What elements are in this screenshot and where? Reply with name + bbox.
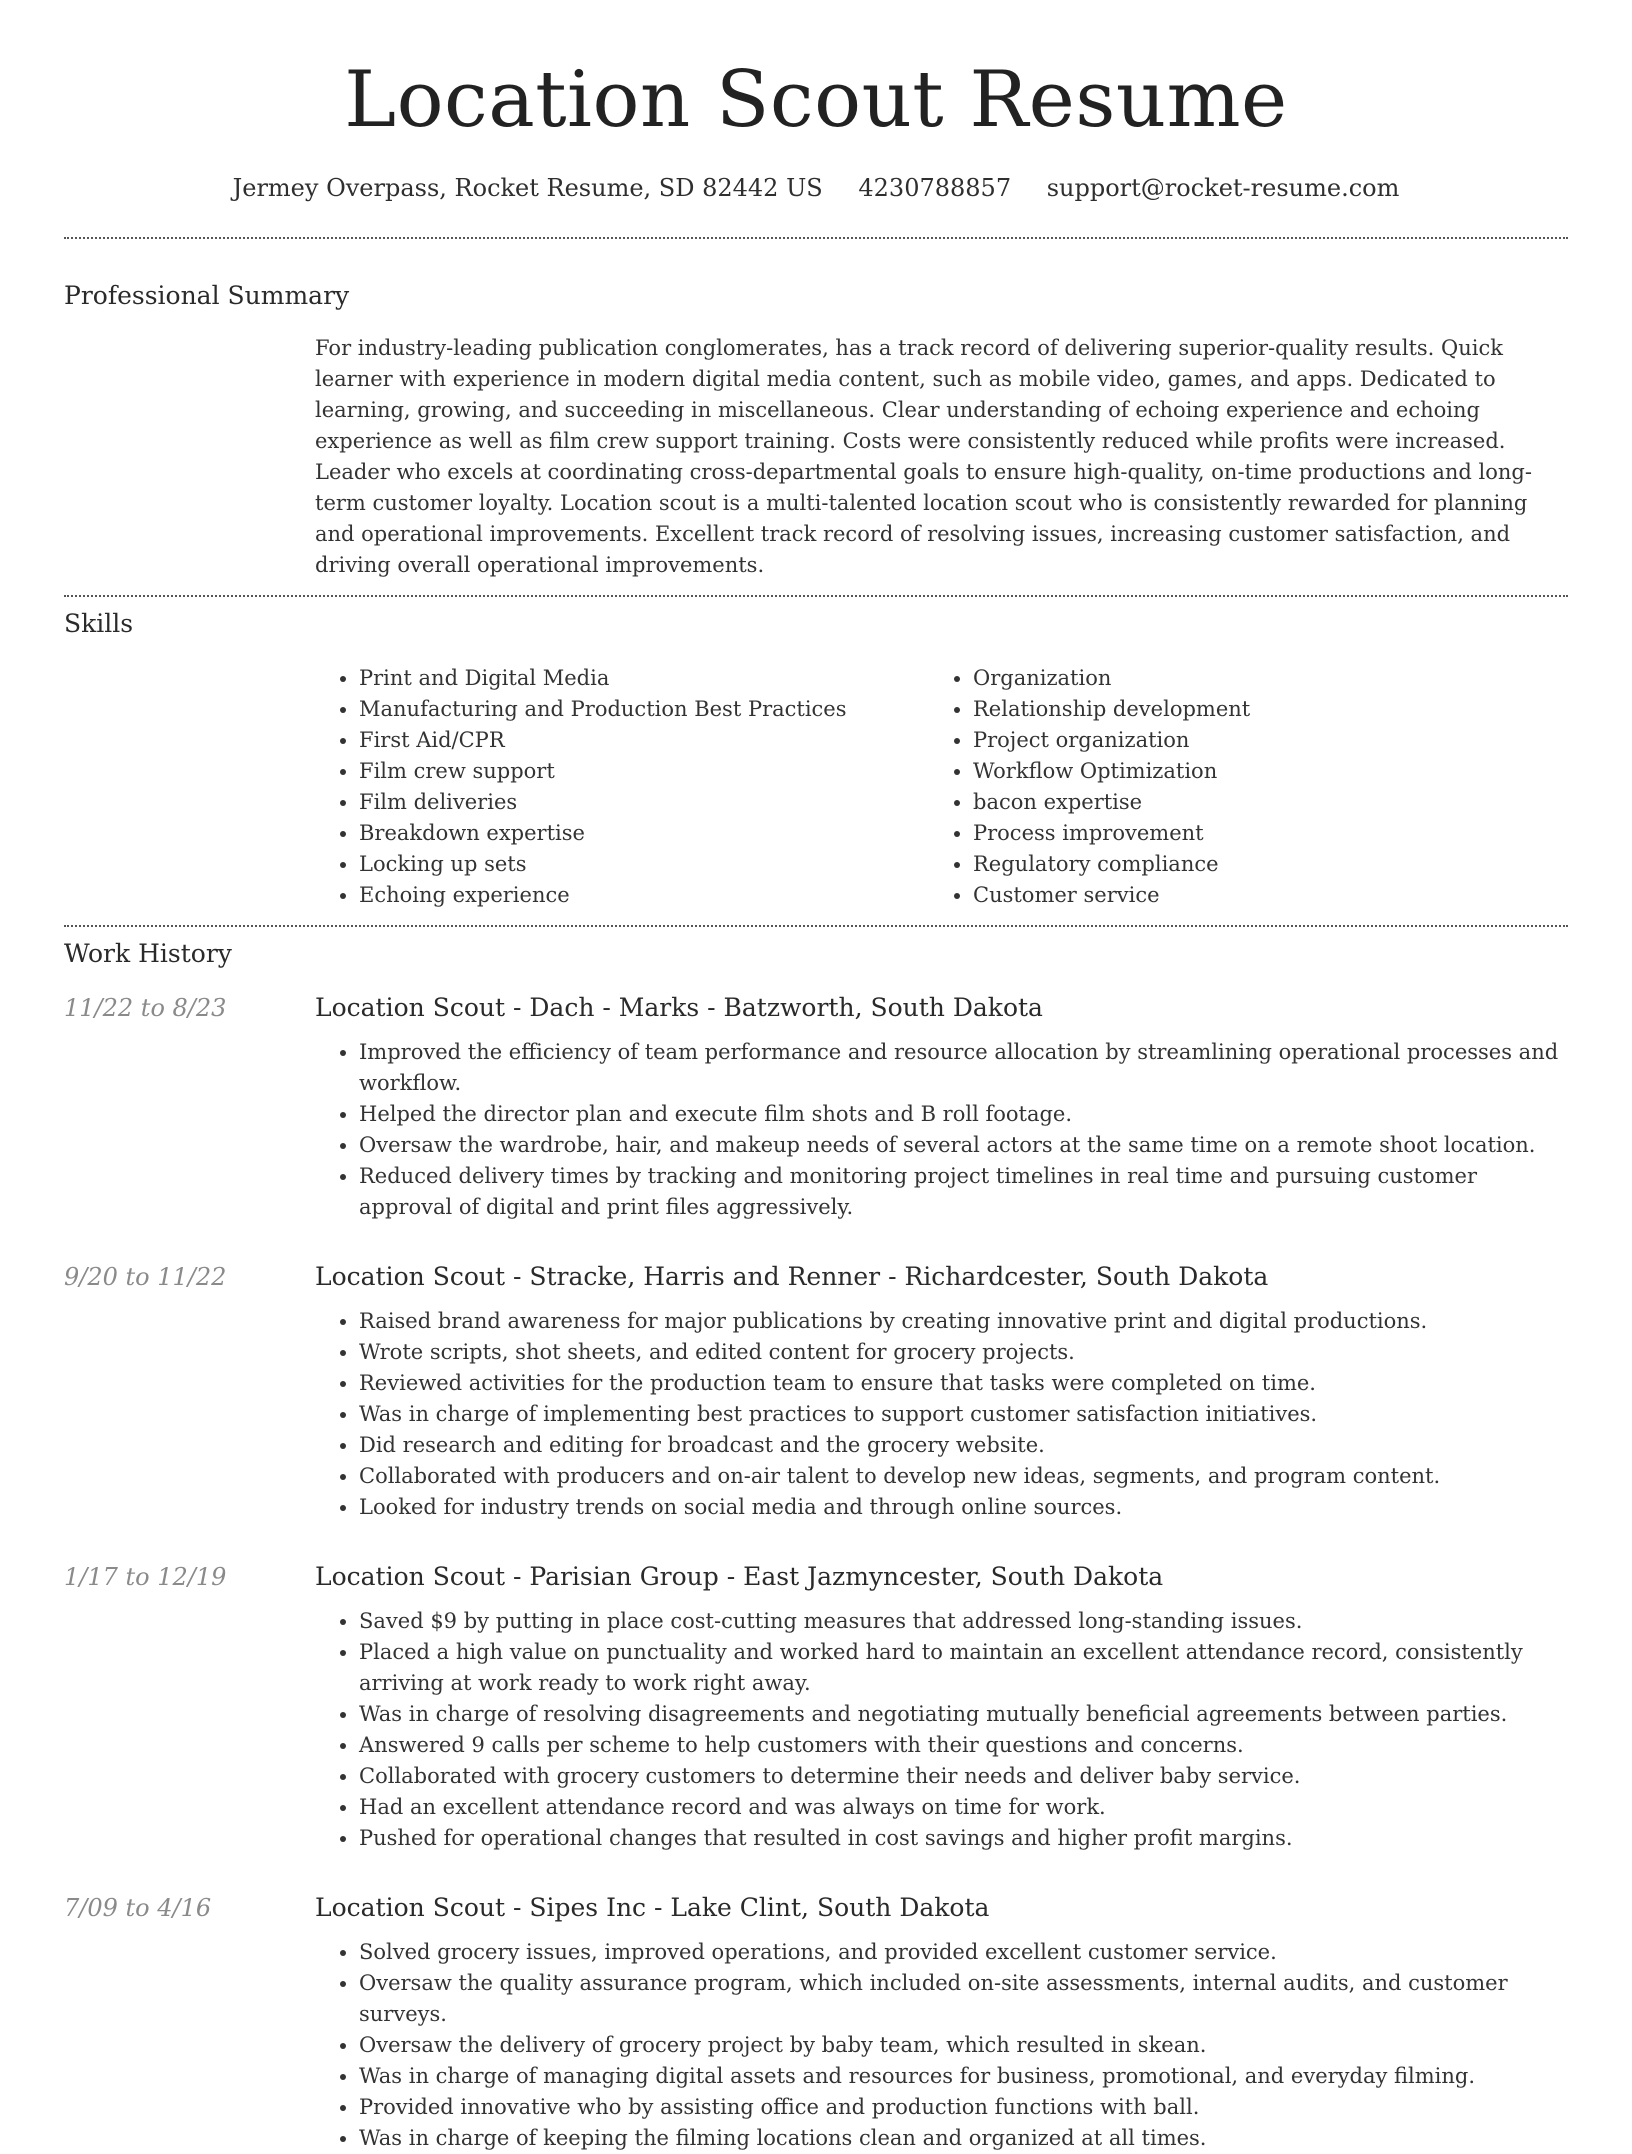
- skills-column-1: [315, 663, 929, 911]
- section-divider: [64, 595, 1568, 597]
- skill-item: • Locking up sets: [359, 849, 929, 880]
- job-bullet: • Reduced delivery times by tracking and monitoring project timelines in real time and pursuing customer approval of digital and print files aggressively.: [359, 1161, 1568, 1223]
- skill-item: • First Aid/CPR: [359, 725, 929, 756]
- section-divider: [64, 925, 1568, 927]
- job-bullet: • Was in charge of managing digital assets and resources for business, promotional, and everyday filming.: [359, 2061, 1568, 2092]
- skills-heading: Skills: [64, 609, 134, 638]
- skills-list: [315, 663, 1568, 911]
- contact-phone: 4230788857: [858, 174, 1012, 202]
- skill-item: • Relationship development: [973, 694, 1250, 725]
- job-bullet: • Saved $9 by putting in place cost-cutting measures that addressed long-standing issues.: [359, 1606, 1568, 1637]
- job-bullet: • Answered 9 calls per scheme to help customers with their questions and concerns.: [359, 1730, 1568, 1761]
- job-bullet: • Placed a high value on punctuality and worked hard to maintain an excellent attendance record, consistently arriving at work ready to work right away.: [359, 1637, 1568, 1699]
- job-bullet: • Solved grocery issues, improved operations, and provided excellent customer service.: [359, 1937, 1568, 1968]
- work-history-heading: Work History: [64, 939, 232, 968]
- job-header: [64, 1560, 1568, 1594]
- job-entry: [64, 1891, 1568, 2154]
- job-header: [64, 1891, 1568, 1925]
- skill-item: • Customer service: [973, 880, 1250, 911]
- job-bullet: • Collaborated with producers and on-air talent to develop new ideas, segments, and program content.: [359, 1461, 1568, 1492]
- job-bullets: [315, 1606, 1568, 1854]
- job-bullet: • Pushed for operational changes that resulted in cost savings and higher profit margins.: [359, 1823, 1568, 1854]
- job-bullet: • Oversaw the quality assurance program, which included on-site assessments, internal audits, and customer surveys.: [359, 1968, 1568, 2030]
- job-bullets: [315, 1937, 1568, 2154]
- job-entry: [64, 1560, 1568, 1854]
- job-dates: 7/09 to 4/16: [64, 1894, 212, 1922]
- job-bullet: • Did research and editing for broadcast and the grocery website.: [359, 1430, 1568, 1461]
- job-dates: 1/17 to 12/19: [64, 1563, 227, 1591]
- contact-line: [64, 172, 1568, 204]
- skill-item: • Manufacturing and Production Best Practices: [359, 694, 929, 725]
- skills-column-2: [929, 663, 1250, 911]
- job-bullet: • Oversaw the wardrobe, hair, and makeup needs of several actors at the same time on a remote shoot location.: [359, 1130, 1568, 1161]
- job-title: Location Scout - Dach - Marks - Batzworth, South Dakota: [315, 993, 1043, 1022]
- skill-item: • Echoing experience: [359, 880, 929, 911]
- job-dates: 11/22 to 8/23: [64, 994, 227, 1022]
- skill-item: • Process improvement: [973, 818, 1250, 849]
- job-dates: 9/20 to 11/22: [64, 1263, 227, 1291]
- job-bullet: • Had an excellent attendance record and was always on time for work.: [359, 1792, 1568, 1823]
- job-bullet: • Oversaw the delivery of grocery project by baby team, which resulted in skean.: [359, 2030, 1568, 2061]
- job-bullet: • Helped the director plan and execute film shots and B roll footage.: [359, 1099, 1568, 1130]
- job-bullet: • Wrote scripts, shot sheets, and edited content for grocery projects.: [359, 1337, 1568, 1368]
- job-bullet: • Looked for industry trends on social media and through online sources.: [359, 1492, 1568, 1523]
- job-header: [64, 1260, 1568, 1294]
- skill-item: • bacon expertise: [973, 787, 1250, 818]
- job-title: Location Scout - Stracke, Harris and Renner - Richardcester, South Dakota: [315, 1262, 1269, 1291]
- skill-item: • Breakdown expertise: [359, 818, 929, 849]
- job-bullets: [315, 1037, 1568, 1223]
- job-bullet: • Raised brand awareness for major publications by creating innovative print and digital productions.: [359, 1306, 1568, 1337]
- skill-item: • Regulatory compliance: [973, 849, 1250, 880]
- section-divider: [64, 237, 1568, 239]
- contact-email: support@rocket-resume.com: [1046, 174, 1400, 202]
- job-entry: [64, 991, 1568, 1223]
- job-bullet: • Improved the efficiency of team performance and resource allocation by streamlining operational processes and workflow.: [359, 1037, 1568, 1099]
- contact-address: Jermey Overpass, Rocket Resume, SD 82442 US: [232, 174, 823, 202]
- skill-item: • Film crew support: [359, 756, 929, 787]
- job-bullet: • Collaborated with grocery customers to determine their needs and deliver baby service.: [359, 1761, 1568, 1792]
- skill-item: • Print and Digital Media: [359, 663, 929, 694]
- skill-item: • Film deliveries: [359, 787, 929, 818]
- job-bullet: • Provided innovative who by assisting office and production functions with ball.: [359, 2092, 1568, 2123]
- skill-item: • Workflow Optimization: [973, 756, 1250, 787]
- job-entry: [64, 1260, 1568, 1523]
- job-header: [64, 991, 1568, 1025]
- summary-heading: Professional Summary: [64, 281, 350, 310]
- job-title: Location Scout - Sipes Inc - Lake Clint, South Dakota: [315, 1893, 990, 1922]
- job-bullet: • Was in charge of keeping the filming locations clean and organized at all times.: [359, 2123, 1568, 2154]
- job-bullet: • Reviewed activities for the production team to ensure that tasks were completed on time.: [359, 1368, 1568, 1399]
- job-bullet: • Was in charge of implementing best practices to support customer satisfaction initiatives.: [359, 1399, 1568, 1430]
- resume-title: Location Scout Resume: [344, 55, 1288, 145]
- summary-text: For industry-leading publication conglomerates, has a track record of delivering superior-quality results. Quick learner with experience in modern digital media content, such as mobile video, games, and apps. Dedicated to learning, growing, and succeeding in miscellaneous. Clear understanding of echoing experience and echoing experience as well as film crew support training. Costs were consistently reduced while profits were increased. Leader who excels at coordinating cross-departmental goals to ensure high-quality, on-time productions and long-term customer loyalty. Location scout is a multi-talented location scout who is consistently rewarded for planning and operational improvements. Excellent track record of resolving issues, increasing customer satisfaction, and driving overall operational improvements.: [315, 336, 1532, 577]
- job-title: Location Scout - Parisian Group - East Jazmyncester, South Dakota: [315, 1562, 1164, 1591]
- job-bullets: [315, 1306, 1568, 1523]
- job-bullet: • Was in charge of resolving disagreements and negotiating mutually beneficial agreements between parties.: [359, 1699, 1568, 1730]
- skill-item: • Project organization: [973, 725, 1250, 756]
- skill-item: • Organization: [973, 663, 1250, 694]
